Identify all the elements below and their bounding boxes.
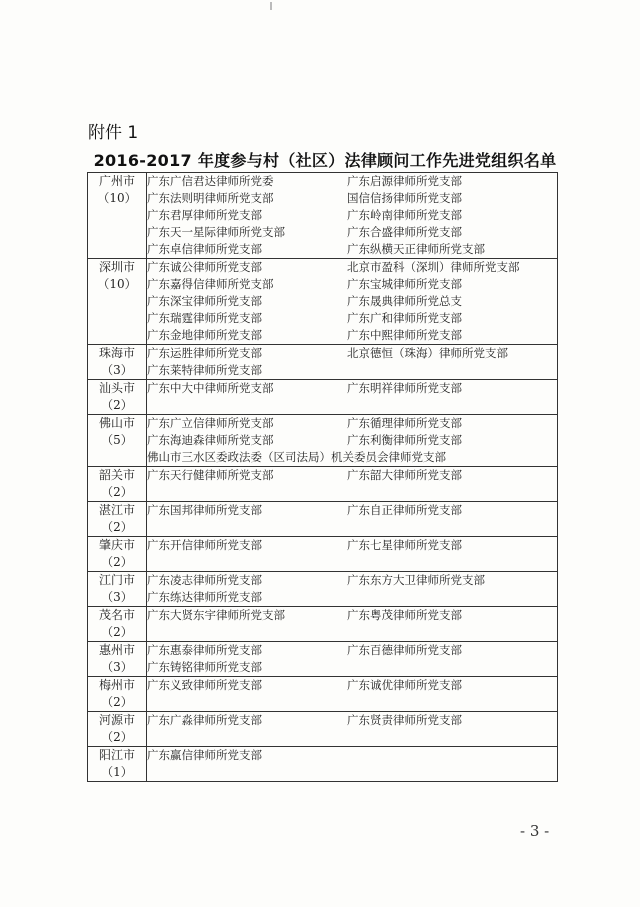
organization-name: 广东天一星际律师所党支部 <box>147 225 285 239</box>
organization-name: 广东国邦律师所党支部 <box>147 503 262 517</box>
organization-name: 广东赢信律师所党支部 <box>147 748 262 762</box>
organization-name <box>347 659 557 676</box>
unit-grid <box>147 502 557 519</box>
city-count: （2） <box>101 555 133 569</box>
organization-name: 广东君厚律师所党支部 <box>147 208 262 222</box>
unit-grid <box>147 173 557 258</box>
units-cell <box>147 380 558 415</box>
unit-grid <box>147 747 557 764</box>
organization-name: 广东大贤东宇律师所党支部 <box>147 608 285 622</box>
organization-name: 广东自正律师所党支部 <box>347 503 462 517</box>
document-title: 2016-2017 年度参与村（社区）法律顾问工作先进党组织名单 <box>93 151 557 170</box>
city-cell <box>88 607 147 642</box>
page-number: - 3 - <box>520 822 550 840</box>
city-cell <box>88 415 147 467</box>
organization-name: 广东中熙律师所党支部 <box>347 328 462 342</box>
organization-name: 广东百德律师所党支部 <box>347 643 462 657</box>
city-name: 阳江市 <box>98 748 135 762</box>
city-row <box>88 712 558 747</box>
units-cell <box>147 537 558 572</box>
city-count: （3） <box>101 363 133 377</box>
city-cell <box>88 173 147 259</box>
organization-name: 广东宝城律师所党支部 <box>347 277 462 291</box>
city-cell <box>88 712 147 747</box>
organization-name <box>347 362 557 379</box>
organization-name: 广东七星律师所党支部 <box>347 538 462 552</box>
city-count: （2） <box>101 520 133 534</box>
city-row <box>88 677 558 712</box>
organization-name: 广东铸铭律师所党支部 <box>147 660 262 674</box>
organization-name: 广东天行健律师所党支部 <box>147 468 274 482</box>
organization-name: 广东诚公律师所党支部 <box>147 260 262 274</box>
city-name: 广州市 <box>98 174 135 188</box>
unit-grid <box>147 345 557 379</box>
organization-name: 广东深宝律师所党支部 <box>147 294 262 308</box>
city-name: 佛山市 <box>98 416 135 430</box>
unit-grid <box>147 380 557 397</box>
city-row <box>88 607 558 642</box>
organization-name: 广东循理律师所党支部 <box>347 416 462 430</box>
city-count: （10） <box>97 191 137 205</box>
city-name: 茂名市 <box>98 608 135 622</box>
city-row <box>88 345 558 380</box>
city-name: 湛江市 <box>98 503 135 517</box>
city-name: 梅州市 <box>98 678 135 692</box>
organization-name: 广东启源律师所党支部 <box>347 174 462 188</box>
city-cell <box>88 642 147 677</box>
roster-body <box>88 173 558 782</box>
city-cell <box>88 467 147 502</box>
city-count: （2） <box>101 695 133 709</box>
organization-name: 广东金地律师所党支部 <box>147 328 262 342</box>
city-count: （2） <box>101 625 133 639</box>
city-cell <box>88 572 147 607</box>
city-cell <box>88 747 147 782</box>
organization-name: 北京德恒（珠海）律师所党支部 <box>347 346 508 360</box>
unit-grid <box>147 572 557 606</box>
organization-name: 广东广淼律师所党支部 <box>147 713 262 727</box>
units-cell <box>147 572 558 607</box>
organization-name: 广东广立信律师所党支部 <box>147 416 274 430</box>
units-cell <box>147 259 558 345</box>
organization-name: 广东卓信律师所党支部 <box>147 242 262 256</box>
organization-name: 广东海迪森律师所党支部 <box>147 433 274 447</box>
organization-name: 广东合盛律师所党支部 <box>347 225 462 239</box>
units-cell <box>147 607 558 642</box>
units-cell <box>147 642 558 677</box>
organization-name: 广东广和律师所党支部 <box>347 311 462 325</box>
organization-name: 广东法则明律师所党支部 <box>147 191 274 205</box>
city-count: （5） <box>101 433 133 447</box>
city-count: （3） <box>101 590 133 604</box>
units-cell <box>147 712 558 747</box>
organization-name: 广东运胜律师所党支部 <box>147 346 262 360</box>
organization-name: 北京市盈科（深圳）律师所党支部 <box>347 260 520 274</box>
organization-roster-table <box>87 172 558 782</box>
city-row <box>88 259 558 345</box>
unit-grid <box>147 537 557 554</box>
city-cell <box>88 345 147 380</box>
unit-grid <box>147 712 557 729</box>
unit-grid <box>147 677 557 694</box>
organization-name: 广东开信律师所党支部 <box>147 538 262 552</box>
city-name: 肇庆市 <box>98 538 135 552</box>
organization-name: 广东中大中律师所党支部 <box>147 381 274 395</box>
organization-name: 广东纵横天正律师所党支部 <box>347 242 485 256</box>
organization-name: 广东利衡律师所党支部 <box>347 433 462 447</box>
city-row <box>88 415 558 467</box>
city-name: 珠海市 <box>98 346 135 360</box>
organization-name: 广东嘉得信律师所党支部 <box>147 277 274 291</box>
organization-name: 广东贤责律师所党支部 <box>347 713 462 727</box>
units-cell <box>147 173 558 259</box>
organization-name <box>347 589 557 606</box>
unit-grid <box>147 415 557 466</box>
city-count: （10） <box>97 277 137 291</box>
city-count: （3） <box>101 660 133 674</box>
city-row <box>88 747 558 782</box>
organization-name: 广东东方大卫律师所党支部 <box>347 573 485 587</box>
organization-name: 广东义致律师所党支部 <box>147 678 262 692</box>
city-cell <box>88 502 147 537</box>
city-row <box>88 537 558 572</box>
organization-name: 广东粤茂律师所党支部 <box>347 608 462 622</box>
organization-name: 广东韶大律师所党支部 <box>347 468 462 482</box>
city-name: 深圳市 <box>98 260 135 274</box>
city-row <box>88 642 558 677</box>
organization-name: 广东晟典律师所党总支 <box>347 294 462 308</box>
city-count: （2） <box>101 730 133 744</box>
city-cell <box>88 259 147 345</box>
city-name: 江门市 <box>98 573 135 587</box>
organization-name: 广东莱特律师所党支部 <box>147 363 262 377</box>
city-row <box>88 572 558 607</box>
units-cell <box>147 747 558 782</box>
units-cell <box>147 502 558 537</box>
units-cell <box>147 415 558 467</box>
city-count: （1） <box>101 765 133 779</box>
organization-name: 广东凌志律师所党支部 <box>147 573 262 587</box>
unit-grid <box>147 259 557 344</box>
city-name: 汕头市 <box>98 381 135 395</box>
unit-grid <box>147 607 557 624</box>
organization-name <box>347 747 557 764</box>
city-cell <box>88 380 147 415</box>
city-row <box>88 380 558 415</box>
units-cell <box>147 677 558 712</box>
organization-name: 广东练达律师所党支部 <box>147 590 262 604</box>
units-cell <box>147 345 558 380</box>
organization-name: 广东诚优律师所党支部 <box>347 678 462 692</box>
attachment-label: 附件 1 <box>88 123 139 143</box>
organization-name: 广东瑞霆律师所党支部 <box>147 311 262 325</box>
unit-grid <box>147 642 557 676</box>
unit-grid <box>147 467 557 484</box>
city-name: 惠州市 <box>98 643 135 657</box>
city-cell <box>88 537 147 572</box>
organization-name: 广东明祥律师所党支部 <box>347 381 462 395</box>
binding-mark <box>270 2 272 10</box>
city-name: 河源市 <box>98 713 135 727</box>
city-count: （2） <box>101 398 133 412</box>
city-row <box>88 467 558 502</box>
city-row <box>88 173 558 259</box>
city-row <box>88 502 558 537</box>
city-cell <box>88 677 147 712</box>
city-name: 韶关市 <box>98 468 135 482</box>
organization-name: 佛山市三水区委政法委（区司法局）机关委员会律师党支部 <box>147 450 446 464</box>
organization-name: 广东惠泰律师所党支部 <box>147 643 262 657</box>
city-count: （2） <box>101 485 133 499</box>
organization-name: 广东岭南律师所党支部 <box>347 208 462 222</box>
organization-name: 广东广信君达律师所党委 <box>147 174 274 188</box>
organization-name: 国信信扬律师所党支部 <box>347 191 462 205</box>
units-cell <box>147 467 558 502</box>
